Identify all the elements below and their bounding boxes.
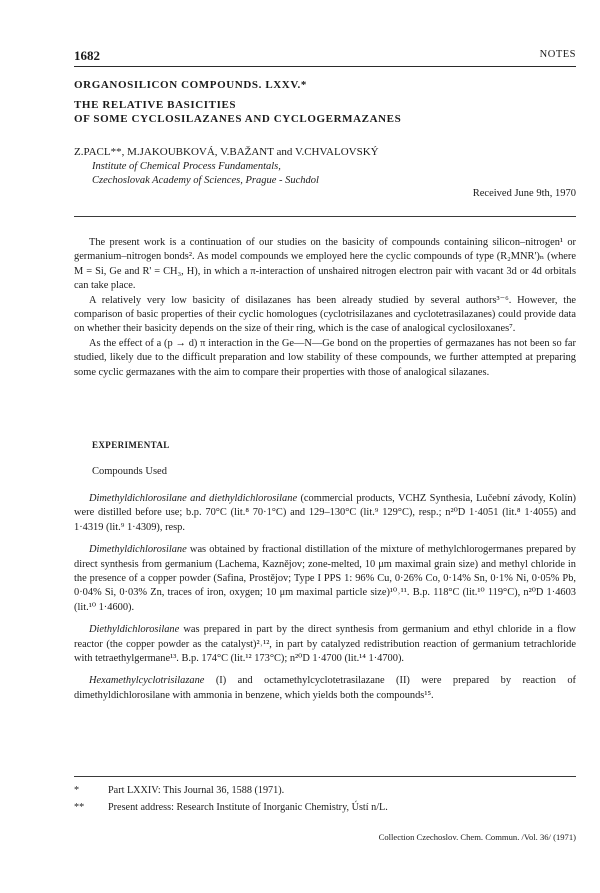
title-line-1: THE RELATIVE BASICITIES [74, 99, 237, 111]
footnote-text: Present address: Research Institute of Inorganic Chemistry, Ústí n/L. [108, 802, 388, 813]
compound-name: Dimethyldichlorosilane [89, 544, 187, 556]
compound-name: Hexamethylcyclotrisilazane [89, 675, 205, 687]
intro-paragraph: As the effect of a (p → d) π interaction in the Ge—N—Ge bond on the properties of germazanes has not been so far studied, likely due to the difficult preparation and low stability of these compounds, we further attempted at preparing some cyclic germazanes with the aim to compare their properties with those of analogical silazanes. [74, 337, 576, 378]
affiliation-line-2: Czechoslovak Academy of Sciences, Prague - Suchdol [92, 175, 319, 186]
paragraph-text: (commercial products, VCHZ Synthesia, Lučební závody, Kolín) were distilled before use; b.p. 70°C (lit.⁸ 70·1°C) and 129–130°C (lit.⁹ 129°C), resp.; n²⁰D 1·4051 (lit.⁸ 1·4055) and 1·4319 (lit.⁹ 1·4309), resp. [74, 493, 576, 533]
experimental-paragraph [74, 674, 576, 703]
footnote-divider [74, 776, 576, 777]
footnote [74, 801, 388, 814]
article-title [74, 78, 576, 126]
experimental-heading: EXPERIMENTAL [92, 440, 170, 450]
title-divider [74, 216, 576, 217]
paragraph-text: (I) and octamethylcyclotetrasilazane (II) were prepared by reaction of dimethyldichlorosilane with ammonia in benzene, which yields both the compounds¹⁵. [74, 675, 576, 701]
compound-name: Dimethyldichlorosilane and diethyldichlorosilane [89, 493, 298, 504]
compound-name: Diethyldichlorosilane [89, 624, 180, 636]
footnote-mark: * [74, 785, 80, 796]
footnote [74, 784, 284, 797]
title-series: ORGANOSILICON COMPOUNDS. LXXV.* [74, 79, 307, 91]
section-label: NOTES [539, 49, 576, 60]
paragraph-text: was prepared in part by the direct synthesis from germanium and ethyl chloride in a flow reactor (the copper powder as the catalyst)²˒¹², in part by catalyzed redistribution reaction of germanium tetrachloride with tetraethylgermane¹³. B.p. 174°C (lit.¹² 173°C); n²⁰D 1·4700 (lit.¹⁴ 1·4700). [74, 624, 576, 665]
experimental-paragraph [74, 543, 576, 615]
compounds-heading: Compounds Used [92, 466, 167, 477]
experimental-paragraph [74, 623, 576, 666]
page-header [74, 48, 576, 67]
experimental-section [74, 492, 576, 711]
journal-footer: Collection Czechoslov. Chem. Commun. /Vol. 36/ (1971) [378, 832, 576, 842]
introduction [74, 236, 576, 380]
affiliation-line-1: Institute of Chemical Process Fundamentals, [92, 161, 281, 172]
author-list: Z.PACL**, M.JAKOUBKOVÁ, V.BAŽANT and V.CHVALOVSKÝ [74, 146, 379, 158]
paragraph-text: was obtained by fractional distillation of the mixture of methylchlorogermanes prepared by direct synthesis from germanium (Lachema, Kaznějov; zone-melted, 10 μm maximal grain size) and methyl chloride in the presence of a copper powder (Safina, Prostějov; Type I PPS 1: 96% Cu, 0·26% Co, 0·14% Sn, 0·1% Ni, 0·05% Pb, 0·04% Si, 0·03% Zn, traces of iron, oxygen; 10 μm maximal particle size)¹⁰˒¹¹. B.p. 118°C (lit.¹⁰ 119°C), n²⁰D 1·4603 (lit.¹⁰ 1·4600). [74, 544, 576, 613]
title-line-2: OF SOME CYCLOSILAZANES AND CYCLOGERMAZANES [74, 113, 402, 125]
intro-paragraph: The present work is a continuation of our studies on the basicity of compounds containing silicon–nitrogen¹ or germanium–nitrogen bonds². As model compounds we employed here the cyclic compounds of type (R₂MNR')ₙ (where M = Si, Ge and R' = CH₃, H), in which a π-interaction of unshaired nitrogen electron pair with vacant 3d or 4d orbitals can take place. [74, 237, 576, 292]
received-date: Received June 9th, 1970 [472, 188, 576, 199]
page-number: 1682 [74, 48, 100, 63]
footnote-text: Part LXXIV: This Journal 36, 1588 (1971). [108, 785, 285, 796]
experimental-paragraph [74, 492, 576, 535]
footnote-mark: ** [74, 802, 85, 813]
intro-paragraph: A relatively very low basicity of disilazanes has been already studied by several authors³⁻⁶. However, the comparison of basic properties of their cyclic homologues (cyclotrisilazanes and cyclotetrasilazanes) could provide data on whether their basicity depends on the size of their ring, which is the case of analogical cyclosiloxanes⁷. [74, 294, 576, 335]
